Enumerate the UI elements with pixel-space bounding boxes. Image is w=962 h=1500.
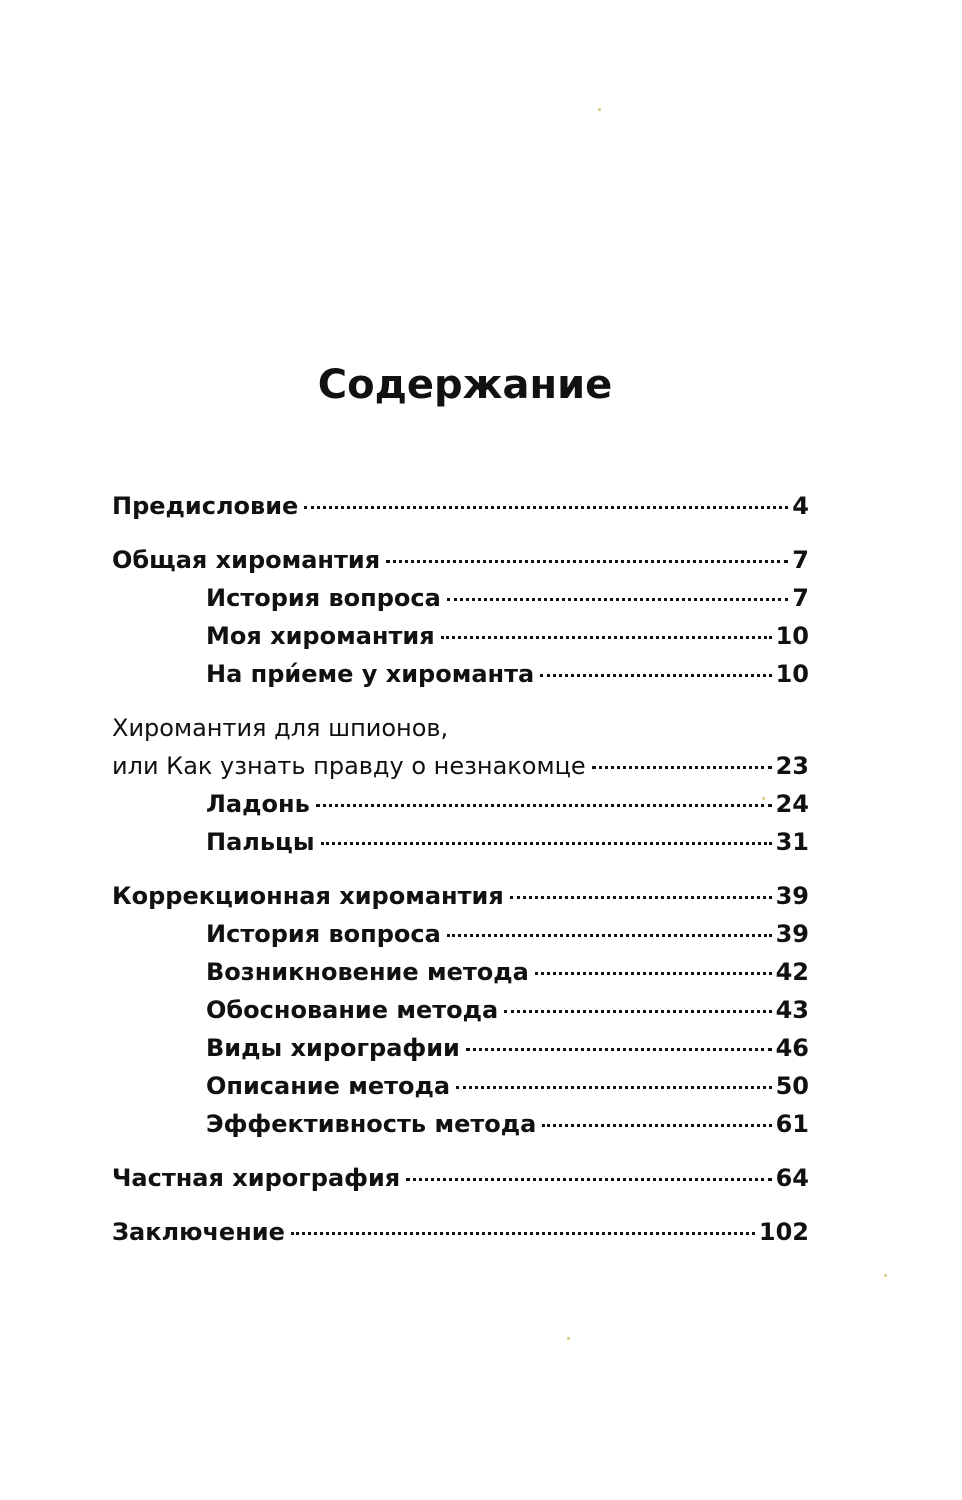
dot-leader [321,842,772,845]
dot-leader [447,598,788,601]
toc-entry-label: Хиромантия для шпионов, [112,714,449,742]
toc-entry-label: Виды хирографии [206,1034,460,1062]
dot-leader [466,1048,772,1051]
toc-subentry-chirography-types[interactable] [206,1034,809,1068]
dot-leader [535,972,772,975]
dot-leader [316,804,772,807]
toc-subentry-my-palmistry[interactable] [206,622,809,656]
toc-entry-page: 24 [775,790,809,818]
toc-entry-page: 102 [758,1218,809,1246]
toc-entry-label: Обоснование метода [206,996,499,1024]
toc-entry-page: 64 [775,1164,809,1192]
toc-entry-page: 46 [775,1034,809,1062]
toc-entry-label: Пальцы [206,828,315,856]
toc-subentry-palm[interactable] [206,790,809,824]
toc-entry-page: 61 [775,1110,809,1138]
page-title: Содержание [317,362,613,408]
toc-entry-label: История вопроса [206,584,441,612]
toc-entry-page: 10 [775,622,809,650]
toc-entry-label: Моя хиромантия [206,622,435,650]
dot-leader [542,1124,771,1127]
toc-entry-spies-line2[interactable] [112,752,809,786]
dot-leader [406,1178,771,1181]
toc-entry-label: Заключение [112,1218,285,1246]
toc-entry-page: 43 [775,996,809,1024]
toc-entry-page: 42 [775,958,809,986]
toc-entry-label: Коррекционная хиромантия [112,882,504,910]
toc-entry-label: На при́еме у хироманта [206,660,535,688]
toc-entry-page: 4 [792,492,809,520]
toc-entry-label: Эффективность метода [206,1110,537,1138]
toc-entry-general-palmistry[interactable] [112,546,809,580]
toc-entry-label: Ладонь [206,790,310,818]
dot-leader [456,1086,771,1089]
toc-entry-label: Возникновение метода [206,958,529,986]
toc-subentry-fingers[interactable] [206,828,809,862]
toc-subentry-reception[interactable] [206,660,809,694]
toc-entry-page: 7 [792,584,809,612]
toc-entry-label: Общая хиромантия [112,546,381,574]
toc-subentry-method-rationale[interactable] [206,996,809,1030]
toc-entry-corrective-palmistry[interactable] [112,882,809,916]
paper-speck [567,1337,570,1340]
paper-speck [598,108,601,111]
toc-entry-label: или Как узнать правду о незнакомце [112,752,586,780]
toc-entry-spies-line1[interactable] [112,714,809,748]
toc-entry-page: 10 [775,660,809,688]
toc-entry-page: 39 [775,882,809,910]
toc-entry-label: Описание метода [206,1072,451,1100]
dot-leader [504,1010,771,1013]
toc-subentry-history[interactable] [206,584,809,618]
toc-subentry-method-description[interactable] [206,1072,809,1106]
dot-leader [540,674,771,677]
toc-subentry-method-origin[interactable] [206,958,809,992]
dot-leader [441,636,772,639]
paper-speck [884,1274,887,1277]
dot-leader [291,1232,755,1235]
dot-leader [386,560,788,563]
toc-subentry-history-2[interactable] [206,920,809,954]
toc-entry-preface[interactable] [112,492,809,526]
toc-entry-private-chirography[interactable] [112,1164,809,1198]
toc-subentry-method-efficiency[interactable] [206,1110,809,1144]
dot-leader [304,506,788,509]
toc-entry-conclusion[interactable] [112,1218,809,1252]
toc-entry-page: 7 [792,546,809,574]
dot-leader [510,896,772,899]
toc-entry-page: 50 [775,1072,809,1100]
toc-entry-label: Предисловие [112,492,299,520]
toc-entry-page: 31 [775,828,809,856]
dot-leader [447,934,772,937]
dot-leader [592,766,772,769]
toc-entry-label: История вопроса [206,920,441,948]
toc-entry-page: 23 [775,752,809,780]
toc-entry-page: 39 [775,920,809,948]
toc-entry-label: Частная хирография [112,1164,401,1192]
paper-speck [762,797,765,800]
